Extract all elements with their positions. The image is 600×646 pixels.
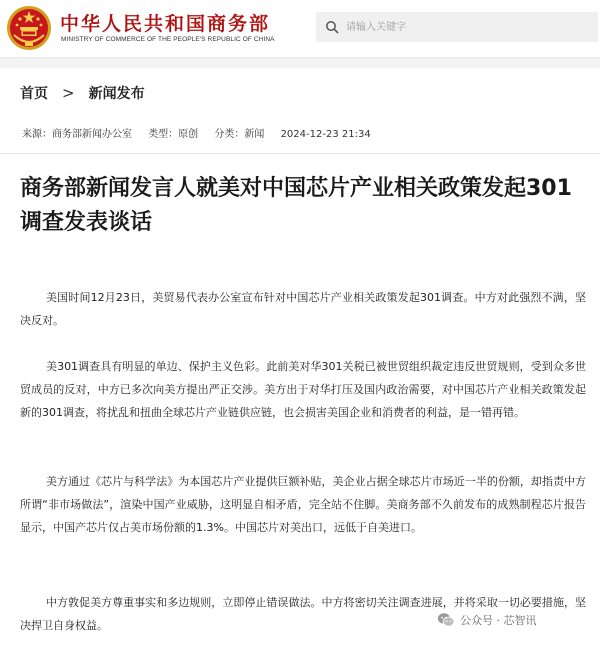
meta-source: 来源：商务部新闻办公室 xyxy=(22,129,132,140)
meta-category: 分类：新闻 xyxy=(214,129,265,140)
site-header xyxy=(0,0,600,58)
meta-datetime: 2024-12-23 21:34 xyxy=(280,129,371,140)
article-paragraph-4: 中方敦促美方尊重事实和多边规则，立即停止错误做法。中方将密切关注调查进展，并将采取一切必要措施，坚决捍卫自身权益。 xyxy=(20,596,586,632)
site-title-cn[interactable]: 中华人民共和国商务部 xyxy=(60,13,271,35)
wechat-icon xyxy=(437,612,455,628)
article-paragraph-1: 美国时间12月23日，美贸易代表办公室宣布针对中国芯片产业相关政策发起301调查。中方对此强烈不满，坚决反对。 xyxy=(20,291,586,327)
wechat-watermark xyxy=(437,612,537,628)
meta-divider xyxy=(0,153,600,154)
header-separator-band xyxy=(0,58,600,68)
article-title: 商务部新闻发言人就美对中国芯片产业相关政策发起301调查发表谈话 xyxy=(20,176,572,235)
article-paragraph-2: 美301调查具有明显的单边、保护主义色彩。此前美对华301关税已被世贸组织裁定违反世贸规则，受到众多世贸成员的反对，中方已多次向美方提出严正交涉。美方出于对华打压及国内政治需要，对中国芯片产业相关政策发起新的301调查，将扰乱和扭曲全球芯片产业链供应链，也会损害美国企业和消费者的利益，是一错再错。 xyxy=(20,360,586,419)
breadcrumb xyxy=(20,83,145,103)
watermark-text: 公众号 · 芯智讯 xyxy=(460,614,537,627)
search-input[interactable] xyxy=(346,15,586,39)
breadcrumb-separator: > xyxy=(62,84,75,102)
meta-type: 类型：原创 xyxy=(148,129,199,140)
national-emblem-icon[interactable] xyxy=(6,5,52,51)
breadcrumb-home-link[interactable]: 首页 xyxy=(20,86,48,102)
article-paragraph-3: 美方通过《芯片与科学法》为本国芯片产业提供巨额补贴，美企业占据全球芯片市场近一半的份额，却指责中方所谓“非市场做法”，渲染中国产业威胁，这明显自相矛盾，完全站不住脚。美商务部不久前发布的成熟制程芯片报告显示，中国产芯片仅占美市场份额的1.3%。中国芯片对美出口，远低于自美进口。 xyxy=(20,475,586,534)
breadcrumb-current-link[interactable]: 新闻发布 xyxy=(88,86,145,102)
site-title-en: MINISTRY OF COMMERCE OF THE PEOPLE'S REPUBLIC OF CHINA xyxy=(61,36,275,43)
article-meta xyxy=(22,125,384,140)
search-icon[interactable] xyxy=(325,20,339,34)
